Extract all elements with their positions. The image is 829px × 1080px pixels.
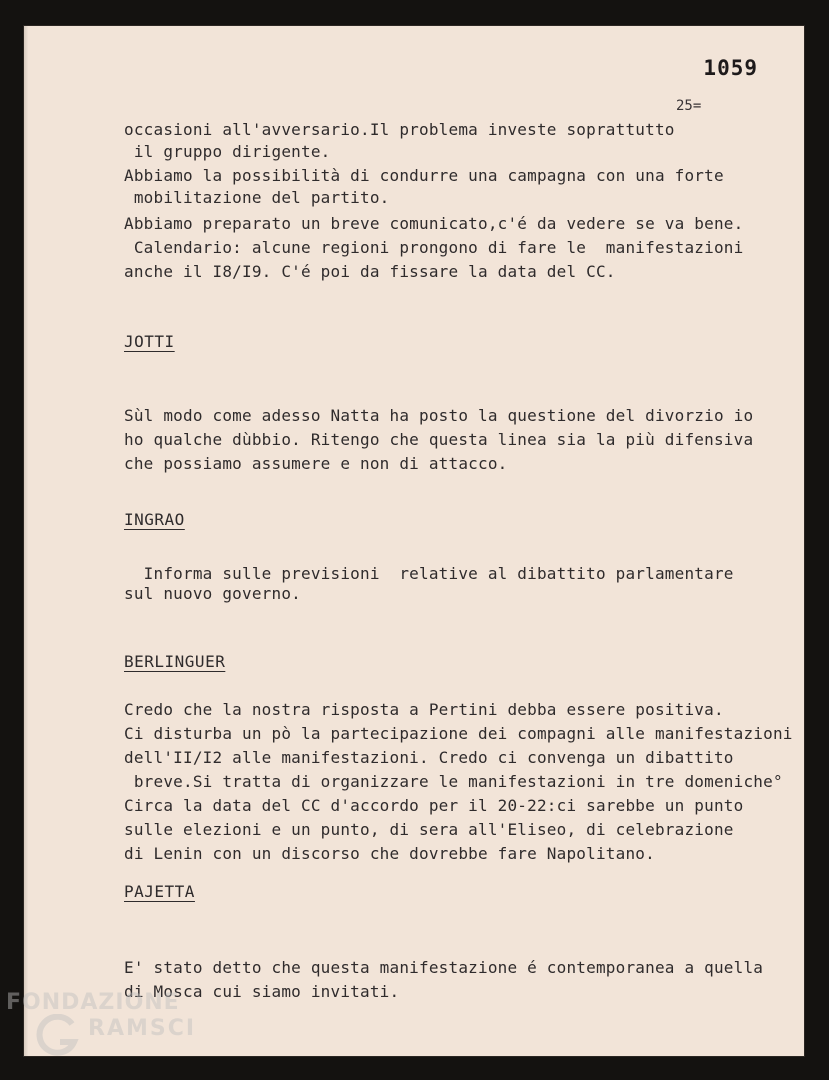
speaker-heading-ingrao: INGRAO [124, 510, 185, 529]
text-line: Sùl modo come adesso Natta ha posto la questione del divorzio io [124, 406, 754, 425]
text-line: di Mosca cui siamo invitati. [124, 982, 400, 1001]
speaker-heading-pajetta: PAJETTA [124, 882, 195, 901]
fondazione-gramsci-watermark [0, 990, 220, 1080]
text-line: Ci disturba un pò la partecipazione dei compagni alle manifestazioni [124, 724, 793, 743]
text-line: Calendario: alcune regioni prongono di fare le manifestazioni [124, 238, 744, 257]
text-line: Informa sulle previsioni relative al dibattito parlamentare [124, 564, 734, 583]
text-line: ho qualche dùbbio. Ritengo che questa linea sia la più difensiva [124, 430, 754, 449]
watermark-g-icon [36, 1014, 80, 1058]
text-line: il gruppo dirigente. [124, 142, 331, 161]
text-line: di Lenin con un discorso che dovrebbe fare Napolitano. [124, 844, 655, 863]
watermark-line2: RAMSCI [88, 1016, 197, 1041]
text-line: sulle elezioni e un punto, di sera all'Eliseo, di celebrazione [124, 820, 734, 839]
text-line: che possiamo assumere e non di attacco. [124, 454, 508, 473]
text-line: Abbiamo la possibilità di condurre una campagna con una forte [124, 166, 724, 185]
text-line: mobilitazione del partito. [124, 188, 390, 207]
page-number: 1059 [703, 56, 758, 80]
speaker-heading-berlinguer: BERLINGUER [124, 652, 226, 671]
text-line: occasioni all'avversario.Il problema investe soprattutto [124, 120, 675, 139]
text-line: sul nuovo governo. [124, 584, 301, 603]
text-line: breve.Si tratta di organizzare le manifestazioni in tre domeniche° [124, 772, 783, 791]
text-line: dell'II/I2 alle manifestazioni. Credo ci convenga un dibattito [124, 748, 734, 767]
speaker-heading-jotti: JOTTI [124, 332, 175, 351]
text-line: Abbiamo preparato un breve comunicato,c'é da vedere se va bene. [124, 214, 744, 233]
text-line: E' stato detto che questa manifestazione é contemporanea a quella [124, 958, 764, 977]
text-line: anche il I8/I9. C'é poi da fissare la data del CC. [124, 262, 616, 281]
page-edge [24, 26, 28, 1056]
text-line: Credo che la nostra risposta a Pertini debba essere positiva. [124, 700, 724, 719]
document-page [24, 26, 804, 1056]
watermark-line1: FONDAZIONE [6, 990, 180, 1015]
folio-number: 25= [676, 98, 702, 114]
text-line: Circa la data del CC d'accordo per il 20-22:ci sarebbe un punto [124, 796, 744, 815]
